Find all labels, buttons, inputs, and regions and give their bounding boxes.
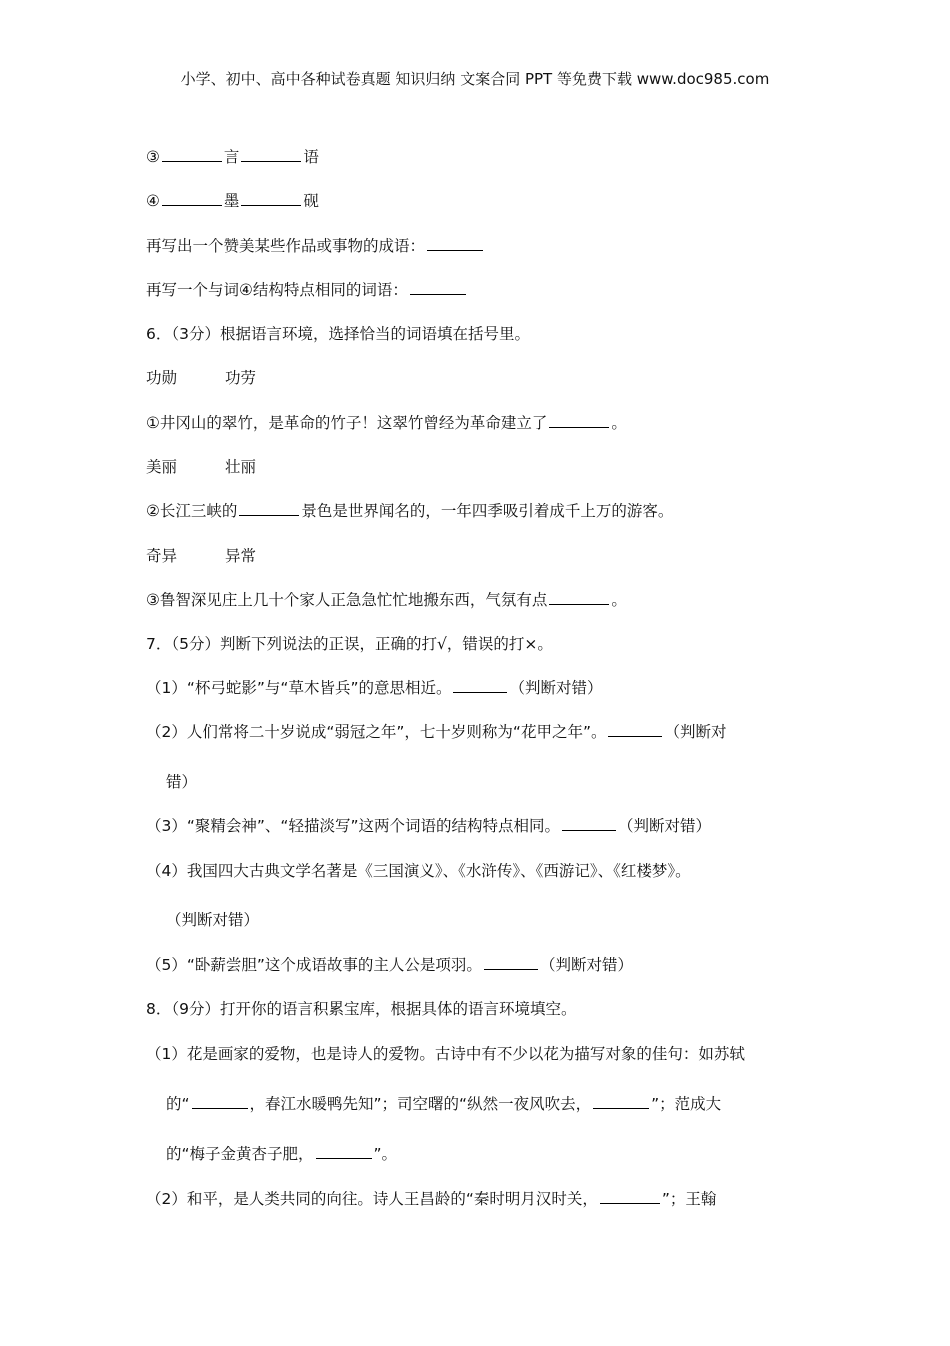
q7-item-4: （4）我国四大古典文学名著是《三国演义》、《水浒传》、《西游记》、《红楼梦》。 xyxy=(146,862,691,880)
blank[interactable] xyxy=(410,280,466,295)
page-header: 小学、初中、高中各种试卷真题 知识归纳 文案合同 PPT 等免费下载 www.doc985.com xyxy=(180,70,770,88)
question-8: 8．（9分）打开你的语言积累宝库，根据具体的语言环境填空。 xyxy=(146,1000,577,1018)
q8-item-1: （1）花是画家的爱物，也是诗人的爱物。古诗中有不少以花为描写对象的佳句：如苏轼 xyxy=(146,1045,745,1063)
blank[interactable] xyxy=(484,955,538,970)
blank[interactable] xyxy=(427,236,483,251)
q6-sentence-2: ②长江三峡的 景色是世界闻名的，一年四季吸引着成千上万的游客。 xyxy=(146,502,674,520)
q8-item-1-line3: 的“梅子金黄杏子肥， ”。 xyxy=(166,1145,398,1163)
blank[interactable] xyxy=(593,1094,649,1109)
blank[interactable] xyxy=(241,147,301,162)
blank[interactable] xyxy=(562,816,616,831)
prompt-idiom: 再写出一个赞美某些作品或事物的成语： xyxy=(146,235,485,257)
q7-item-4-cont: （判断对错） xyxy=(166,911,260,929)
q6-options-1: 功勋 功劳 xyxy=(146,369,257,387)
q7-item-1: （1）“杯弓蛇影”与“草木皆兵”的意思相近。 （判断对错） xyxy=(146,679,603,697)
blank[interactable] xyxy=(453,678,507,693)
item-3: ③ 言 语 xyxy=(146,148,319,166)
q6-sentence-3: ③鲁智深见庄上几十个家人正急急忙忙地搬东西，气氛有点 。 xyxy=(146,591,627,609)
q7-item-3: （3）“聚精会神”、“轻描淡写”这两个词语的结构特点相同。 （判断对错） xyxy=(146,817,711,835)
q6-options-3: 奇异 异常 xyxy=(146,547,257,565)
q7-item-2: （2）人们常将二十岁说成“弱冠之年”，七十岁则称为“花甲之年”。 （判断对 xyxy=(146,723,727,741)
prompt-word: 再写一个与词④结构特点相同的词语： xyxy=(146,279,468,301)
blank[interactable] xyxy=(162,191,222,206)
q6-options-2: 美丽 壮丽 xyxy=(146,458,257,476)
blank[interactable] xyxy=(549,590,609,605)
blank[interactable] xyxy=(608,722,662,737)
blank[interactable] xyxy=(600,1189,660,1204)
blank[interactable] xyxy=(239,501,299,516)
item-4: ④ 墨 砚 xyxy=(146,192,319,210)
q8-item-2: （2）和平，是人类共同的向往。诗人王昌龄的“秦时明月汉时关， ”；王翰 xyxy=(146,1190,717,1208)
blank[interactable] xyxy=(162,147,222,162)
q6-sentence-1: ①井冈山的翠竹，是革命的竹子！这翠竹曾经为革命建立了 。 xyxy=(146,414,627,432)
q7-item-5: （5）“卧薪尝胆”这个成语故事的主人公是项羽。 （判断对错） xyxy=(146,956,633,974)
blank[interactable] xyxy=(316,1144,372,1159)
blank[interactable] xyxy=(192,1094,248,1109)
blank[interactable] xyxy=(549,413,609,428)
q7-item-2-cont: 错） xyxy=(166,773,198,791)
question-7: 7．（5分）判断下列说法的正误，正确的打√，错误的打×。 xyxy=(146,635,553,653)
q8-item-1-line2: 的“ ，春江水暖鸭先知”；司空曙的“纵然一夜风吹去， ”；范成大 xyxy=(166,1095,722,1113)
blank[interactable] xyxy=(241,191,301,206)
question-6: 6．（3分）根据语言环境，选择恰当的词语填在括号里。 xyxy=(146,325,530,343)
